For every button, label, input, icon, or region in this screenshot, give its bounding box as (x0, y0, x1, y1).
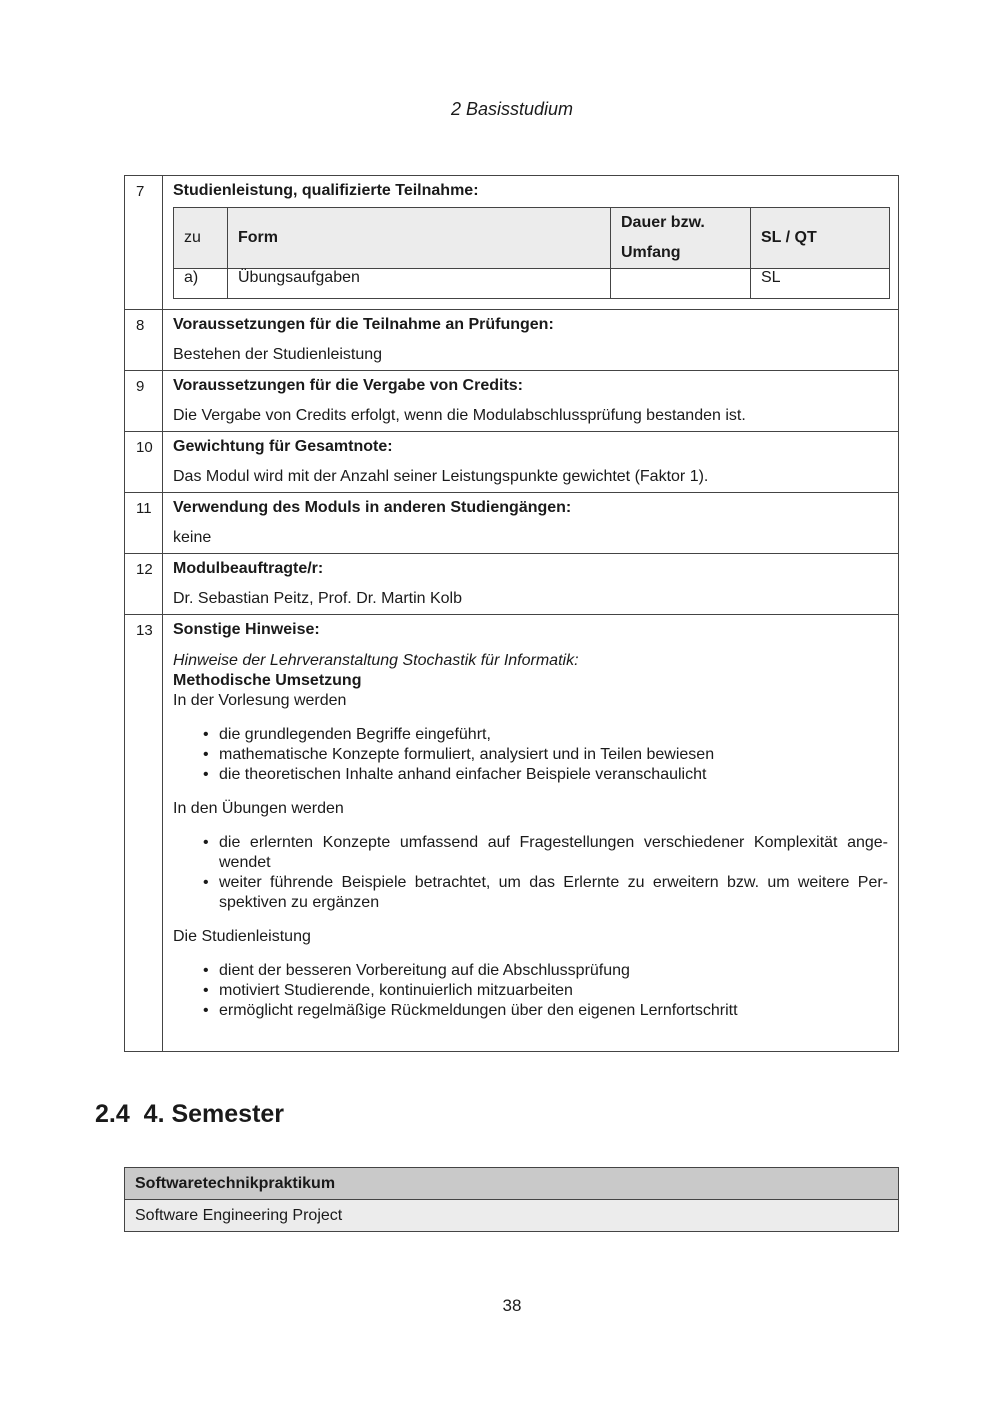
cell-zu: a) (174, 269, 228, 299)
section-number: 2.4 (95, 1100, 130, 1128)
col-header-zu: zu (174, 208, 228, 269)
hint-paragraph: In der Vorlesung werden (173, 692, 347, 709)
row-title: Verwendung des Moduls in anderen Studiengängen: (173, 499, 572, 516)
course-name: Softwaretechnikpraktikum (125, 1168, 899, 1200)
list-item: • motiviert Studierende, kontinuierlich mitzuarbeiten (219, 981, 890, 1001)
running-head: 2 Basisstudium (450, 99, 574, 119)
row-number: 10 (125, 432, 163, 493)
course-table (124, 1167, 899, 1232)
cell-slqt: SL (751, 269, 890, 299)
row-content (163, 615, 899, 1052)
hint-paragraph: In den Übungen werden (173, 800, 344, 817)
table-row (125, 371, 899, 432)
section-heading (95, 1100, 284, 1129)
col-header-slqt: SL / QT (751, 208, 890, 269)
row-content (163, 493, 899, 554)
col-header-form: Form (228, 208, 611, 269)
assessment-table (173, 207, 890, 299)
row-title: Gewichtung für Gesamtnote: (173, 438, 393, 455)
table-row (125, 1200, 899, 1232)
table-row (125, 432, 899, 493)
row-number: 11 (125, 493, 163, 554)
section-title-text: 4. Semester (143, 1100, 285, 1128)
row-number: 8 (125, 310, 163, 371)
list-item: • die theoretischen Inhalte anhand einfacher Beispiele veranschaulicht (219, 765, 890, 785)
col-header-dauer (611, 208, 751, 269)
hint-heading: Methodische Umsetzung (173, 672, 362, 689)
table-row (125, 615, 899, 1052)
table-row (125, 1168, 899, 1200)
row-content (163, 432, 899, 493)
row-title: Sonstige Hinweise: (173, 621, 320, 638)
row-title: Voraussetzungen für die Vergabe von Credits: (173, 377, 523, 394)
row-title: Voraussetzungen für die Teilnahme an Prüfungen: (173, 316, 554, 333)
module-description-table (124, 175, 899, 1052)
row-number: 12 (125, 554, 163, 615)
row-title: Modulbeauftragte/r: (173, 560, 324, 577)
cell-dauer (611, 269, 751, 299)
row-text: Bestehen der Studienleistung (173, 346, 383, 363)
list-item: • dient der besseren Vorbereitung auf die Abschlussprüfung (219, 961, 890, 981)
hint-block (173, 651, 890, 1021)
row-content (163, 310, 899, 371)
col-header-dauer-line1: Dauer bzw. (621, 214, 705, 231)
row-content (163, 371, 899, 432)
row-content (163, 176, 899, 310)
table-row (174, 269, 890, 299)
hint-course: Hinweise der Lehrveranstaltung Stochastik für Informatik: (173, 652, 579, 669)
page-number: 38 (502, 1296, 522, 1315)
table-row (125, 493, 899, 554)
row-number: 7 (125, 176, 163, 310)
row-text: keine (173, 529, 212, 546)
col-header-dauer-line2: Umfang (621, 244, 681, 261)
row-title: Studienleistung, qualifizierte Teilnahme: (173, 182, 479, 199)
bullet-list (173, 961, 890, 1021)
list-item: • die grundlegenden Begriffe eingeführt, (219, 725, 890, 745)
list-item: • ermöglicht regelmäßige Rückmeldungen über den eigenen Lernfortschritt (219, 1001, 890, 1021)
row-content (163, 554, 899, 615)
row-text: Die Vergabe von Credits erfolgt, wenn die Modulabschlussprüfung bestanden ist. (173, 407, 746, 424)
table-row (125, 310, 899, 371)
hint-paragraph: Die Studienleistung (173, 928, 311, 945)
bullet-list (173, 833, 890, 913)
table-row (125, 554, 899, 615)
bullet-list (173, 725, 890, 785)
course-english-name: Software Engineering Project (125, 1200, 899, 1232)
row-number: 13 (125, 615, 163, 1052)
list-item: • weiter führende Beispiele betrachtet, um das Erlernte zu erweitern bzw. um weitere Perspektiven zu ergänzen (219, 873, 890, 913)
row-number: 9 (125, 371, 163, 432)
row-text: Das Modul wird mit der Anzahl seiner Leistungspunkte gewichtet (Faktor 1). (173, 468, 709, 485)
list-item: • mathematische Konzepte formuliert, analysiert und in Teilen bewiesen (219, 745, 890, 765)
table-row (125, 176, 899, 310)
cell-form: Übungsaufgaben (228, 269, 611, 299)
list-item: • die erlernten Konzepte umfassend auf Fragestellungen verschiedener Komplexität angewendet (219, 833, 890, 873)
row-text: Dr. Sebastian Peitz, Prof. Dr. Martin Kolb (173, 590, 463, 607)
